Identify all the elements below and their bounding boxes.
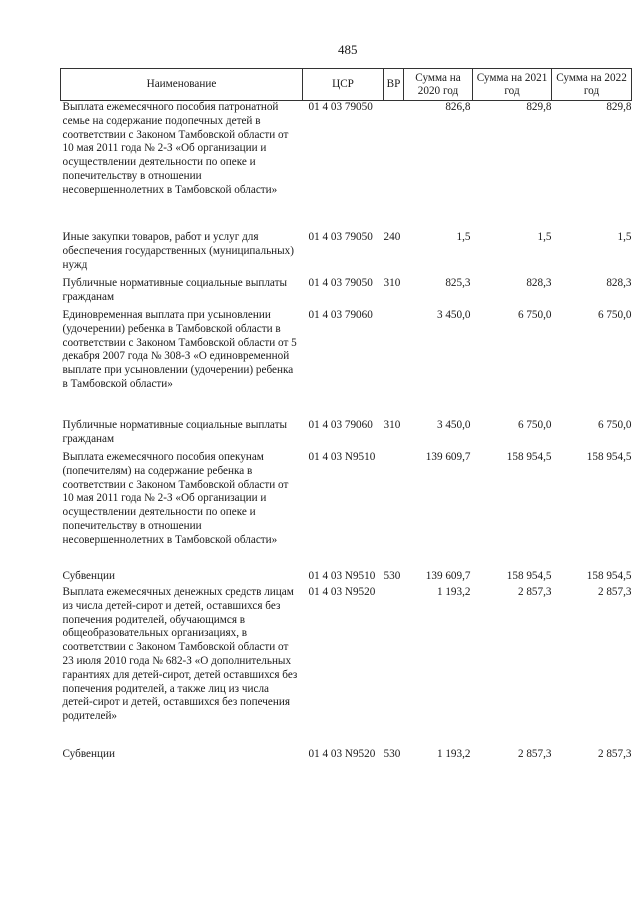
row-sum-2020: 3 450,0 [436,419,471,431]
header-sum-2021: Сумма на 2021 год [473,69,552,101]
row-sum-2020: 1 193,2 [436,586,471,598]
row-sum-2022: 828,3 [606,277,632,289]
row-name: Публичные нормативные социальные выплаты гражданам [62,277,288,303]
page-number: 485 [338,42,358,57]
table-body [61,101,632,767]
row-sum-2022: 6 750,0 [597,419,632,431]
row-sum-2022: 1,5 [617,231,632,243]
row-name: Субвенции [62,748,115,760]
row-vr: 310 [383,277,401,289]
row-sum-2020: 825,3 [445,277,471,289]
table-row [61,231,632,277]
row-name: Публичные нормативные социальные выплаты гражданам [62,419,288,445]
row-name: Выплата ежемесячного пособия патронатной семье на содержание подопечных детей в соответствии с Законом Тамбовской области от 10 мая 2011 года № 2-З «Об организации и осуществлении деятельности по опеке и попечительству в отношении несовершеннолетних в Тамбовской области» [62,101,289,196]
row-csr: 01 4 03 N9510 [308,570,376,582]
table-row [61,570,632,586]
table-row [61,419,632,451]
row-sum-2021: 2 857,3 [517,586,552,598]
row-sum-2021: 6 750,0 [517,419,552,431]
header-name: Наименование [61,69,303,101]
table-row [61,586,632,748]
row-csr: 01 4 03 N9520 [308,586,376,598]
row-csr: 01 4 03 79060 [308,419,373,431]
row-name: Единовременная выплата при усыновлении (удочерении) ребенка в Тамбовской области в соответствии с Законом Тамбовской области от 5 декабря 2007 года № 308-З «О единовременной выплате при усыновлении (удочерении) ребенка в Тамбовской области» [62,309,297,390]
header-sum-2020: Сумма на 2020 год [404,69,473,101]
row-csr: 01 4 03 79050 [308,277,373,289]
row-name: Субвенции [62,570,115,582]
table-row [61,101,632,232]
row-sum-2021: 6 750,0 [517,309,552,321]
row-name: Иные закупки товаров, работ и услуг для обеспечения государственных (муниципальных) нужд [62,231,294,271]
row-sum-2022: 2 857,3 [597,748,632,760]
row-sum-2021: 158 954,5 [506,570,552,582]
row-csr: 01 4 03 N9520 [308,748,376,760]
table-row [61,309,632,419]
row-sum-2020: 1,5 [456,231,471,243]
row-csr: 01 4 03 79050 [308,101,373,113]
row-vr: 530 [383,570,401,582]
row-sum-2020: 139 609,7 [425,570,471,582]
header-csr: ЦСР [303,69,384,101]
row-vr [384,309,404,419]
row-sum-2020: 826,8 [445,101,471,113]
table-header [61,69,632,101]
header-sum-2022: Сумма на 2022 год [552,69,632,101]
row-sum-2020: 3 450,0 [436,309,471,321]
row-sum-2021: 828,3 [526,277,552,289]
row-name: Выплата ежемесячного пособия опекунам (попечителям) на содержание ребенка в соответствии с Законом Тамбовской области от 10 мая 2011 года № 2-З «Об организации и осуществлении деятельности по опеке и попечительству в отношении несовершеннолетних в Тамбовской области» [62,451,289,546]
row-vr: 310 [383,419,401,431]
table-row [61,748,632,766]
row-sum-2021: 158 954,5 [506,451,552,463]
row-sum-2022: 158 954,5 [586,570,632,582]
row-vr [384,451,404,570]
table-row [61,451,632,570]
row-sum-2020: 139 609,7 [425,451,471,463]
header-vr: ВР [384,69,404,101]
row-csr: 01 4 03 79060 [308,309,373,321]
row-sum-2022: 6 750,0 [597,309,632,321]
table-row [61,277,632,309]
row-vr [384,101,404,232]
row-sum-2022: 158 954,5 [586,451,632,463]
row-vr: 530 [383,748,401,760]
row-sum-2021: 1,5 [537,231,552,243]
row-sum-2022: 829,8 [606,101,632,113]
row-csr: 01 4 03 N9510 [308,451,376,463]
row-vr: 240 [383,231,401,243]
row-sum-2021: 2 857,3 [517,748,552,760]
row-vr [384,586,404,748]
row-sum-2022: 2 857,3 [597,586,632,598]
row-sum-2021: 829,8 [526,101,552,113]
row-sum-2020: 1 193,2 [436,748,471,760]
row-name: Выплата ежемесячных денежных средств лицам из числа детей-сирот и детей, оставшихся без попечения родителей, обучающимся в общеобразовательных организациях, в соответствии с Законом Тамбовской области от 23 июля 2010 года № 682-З «О дополнительных гарантиях для детей-сирот, детей оставшихся без попечения родителей, а также лиц из числа детей-сирот и детей, оставшихся без попечения родителей» [62,586,298,723]
budget-table [60,68,632,766]
row-csr: 01 4 03 79050 [308,231,373,243]
